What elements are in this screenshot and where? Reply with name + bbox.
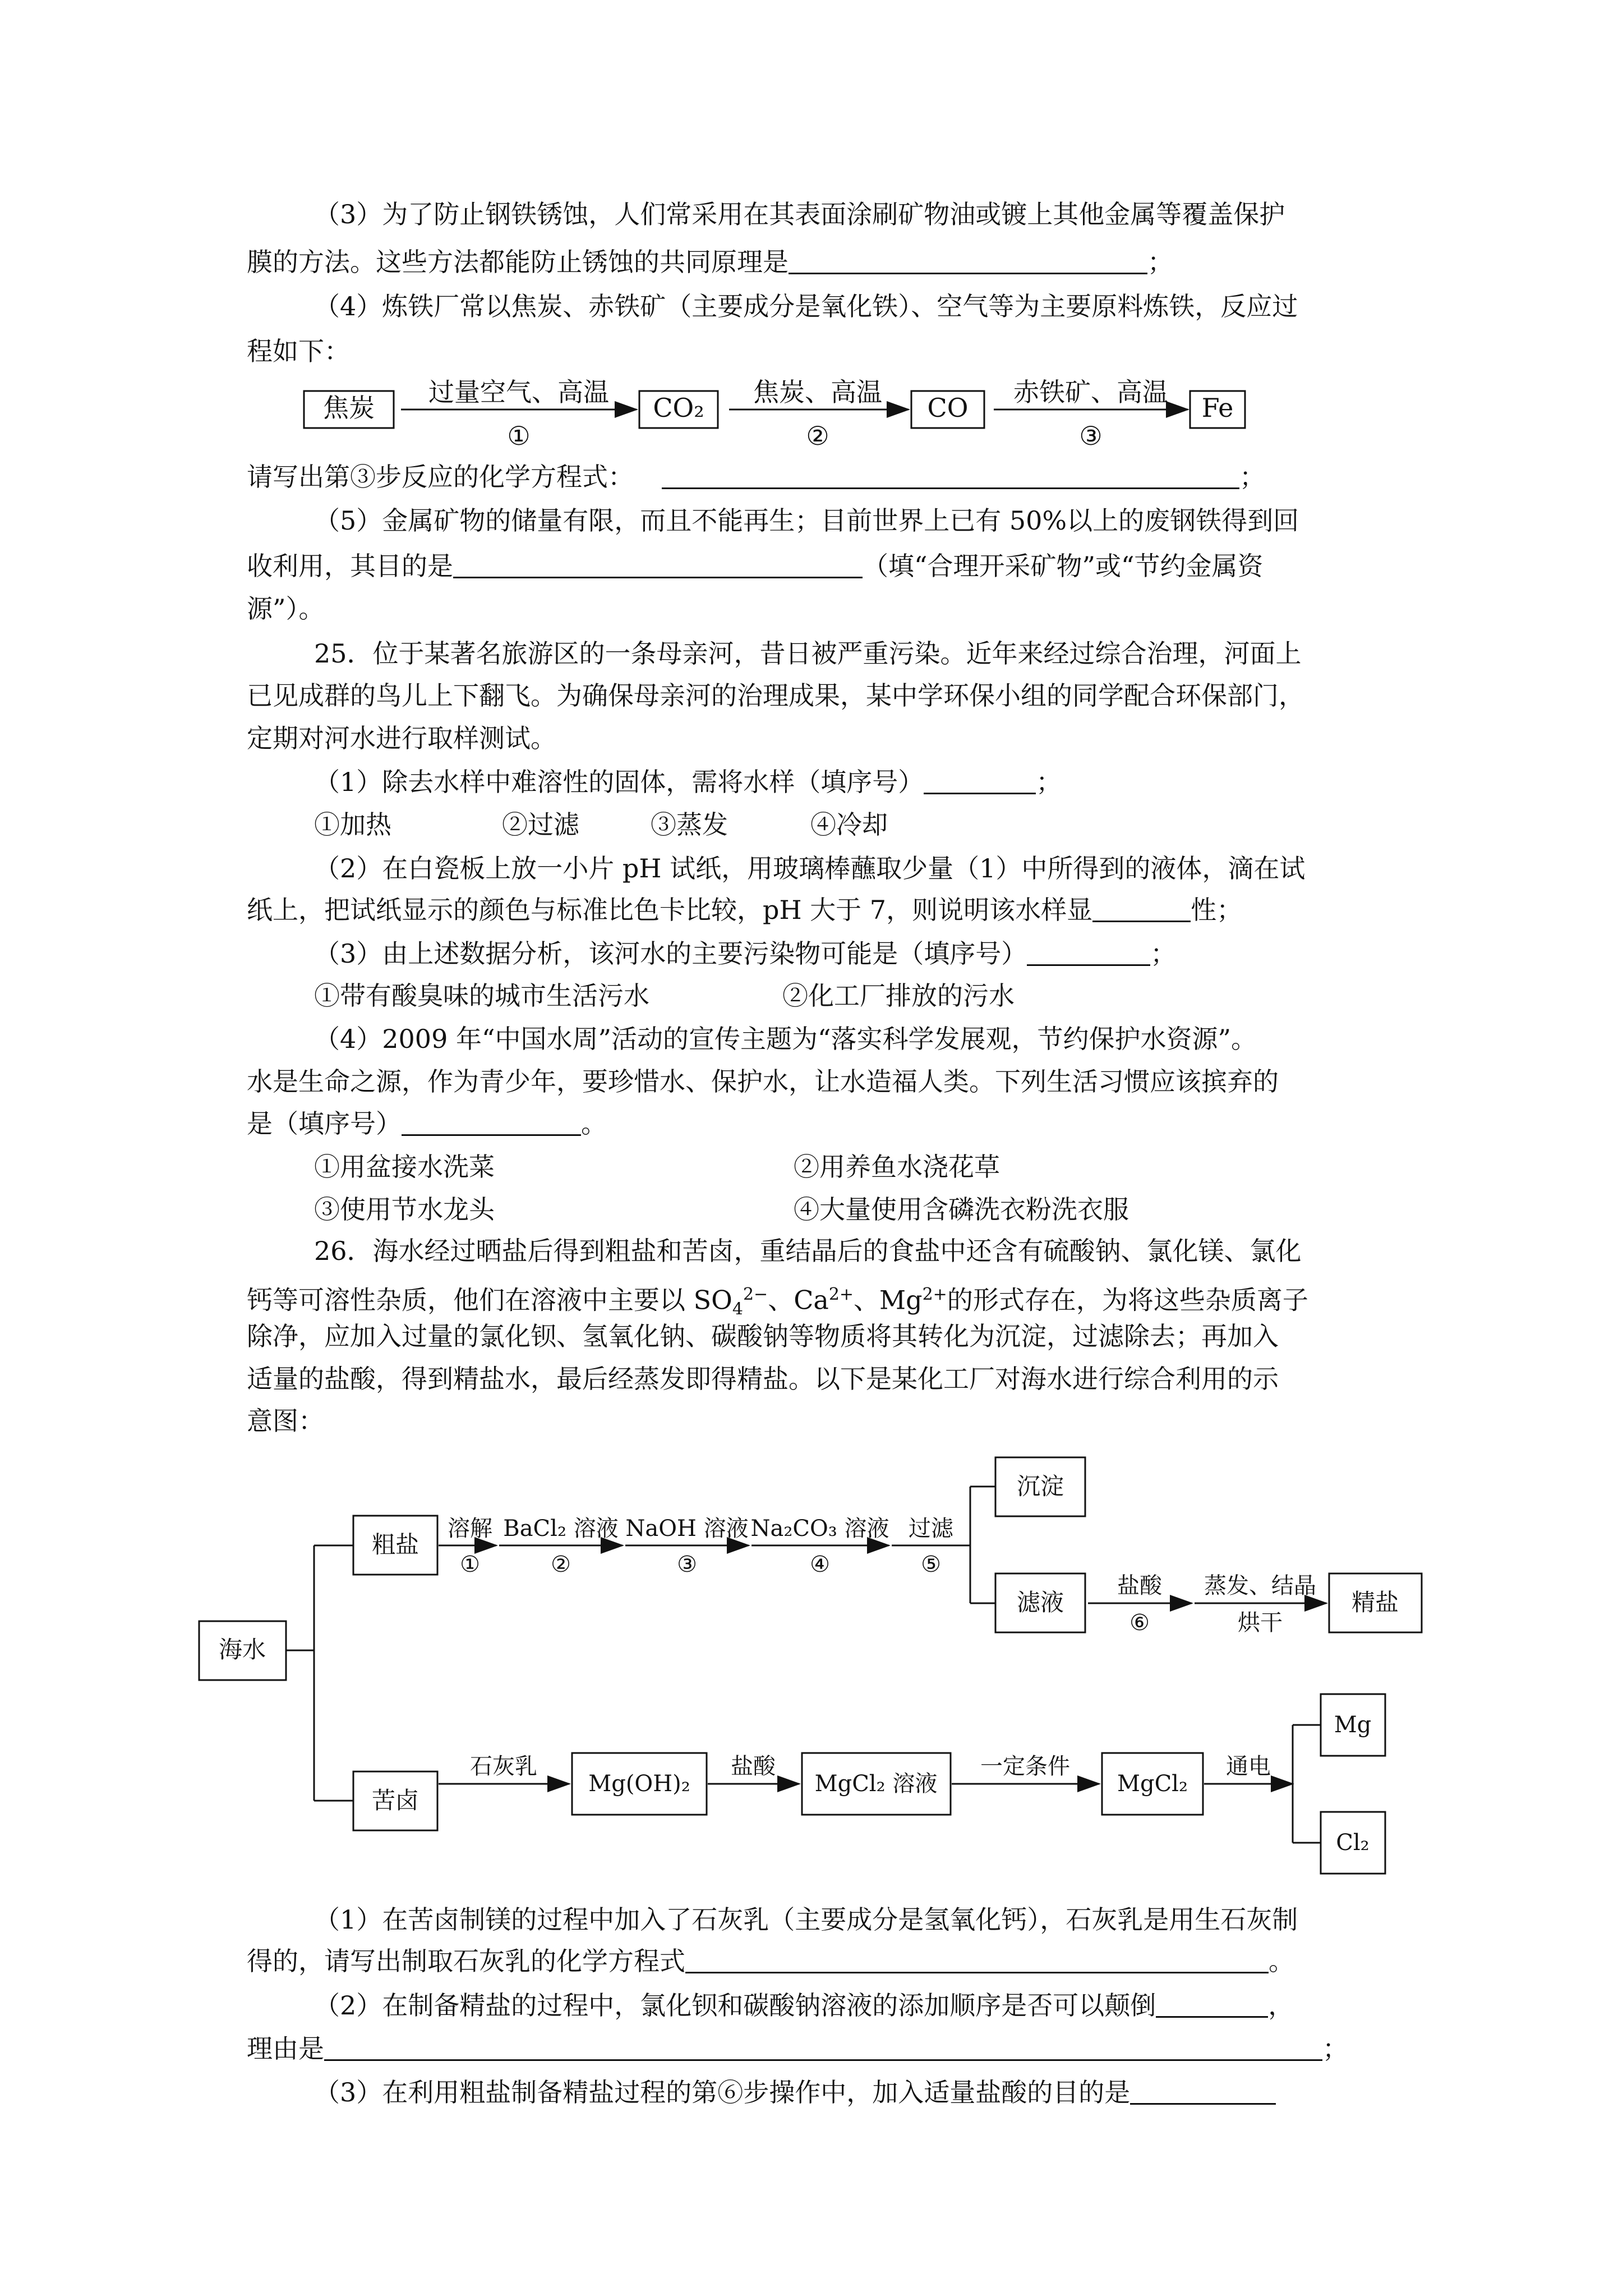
condition-label: 一定条件 bbox=[980, 1754, 1070, 1779]
precipitate-label: 沉淀 bbox=[1016, 1473, 1064, 1500]
q25-p3: （3）由上述数据分析，该河水的主要污染物可能是（填序号） ； bbox=[314, 938, 1177, 969]
hcl-label: 盐酸 bbox=[731, 1754, 776, 1779]
q25-intro-line1: 25．位于某著名旅游区的一条母亲河，昔日被严重污染。近年来经过综合治理，河面上 bbox=[314, 638, 1302, 669]
cl2-label: Cl₂ bbox=[1336, 1830, 1370, 1856]
q24-p4-line3: 请写出第③步反应的化学方程式： ； bbox=[247, 462, 1265, 492]
ironmaking-flow-diagram bbox=[303, 373, 1256, 457]
q25-p4-option3: ③使用节水龙头 bbox=[314, 1194, 495, 1225]
q26-p1-line2: 得的，请写出制取石灰乳的化学方程式 。 bbox=[247, 1946, 1294, 1976]
q26-intro-line4: 适量的盐酸，得到精盐水，最后经蒸发即得精盐。以下是某化工厂对海水进行综合利用的示 bbox=[247, 1364, 1279, 1394]
q24-p4-line1: （4）炼铁厂常以焦炭、赤铁矿（主要成分是氧化铁）、空气等为主要原料炼铁，反应过 bbox=[314, 291, 1298, 321]
answer-blank[interactable] bbox=[789, 247, 1147, 274]
step2-label: BaCl₂ 溶液 bbox=[503, 1516, 619, 1542]
answer-blank[interactable] bbox=[453, 551, 863, 578]
step3-label: NaOH 溶液 bbox=[625, 1516, 749, 1542]
step7-label: 蒸发、结晶 bbox=[1204, 1573, 1316, 1599]
step1-label: 溶解 bbox=[448, 1516, 492, 1542]
step5-number: ⑤ bbox=[921, 1552, 941, 1577]
answer-blank[interactable] bbox=[924, 767, 1036, 794]
mgcl2-label: MgCl₂ bbox=[1117, 1771, 1188, 1797]
q25-p1-option4: ④冷却 bbox=[810, 809, 888, 840]
q26-p2-line1: （2）在制备精盐的过程中，氯化钡和碳酸钠溶液的添加顺序是否可以颠倒 ， bbox=[314, 1990, 1294, 2021]
coke-label: 焦炭 bbox=[323, 393, 375, 423]
co-label: CO bbox=[927, 393, 969, 423]
q25-p4-line2: 水是生命之源，作为青少年，要珍惜水、保护水，让水造福人类。下列生活习惯应该摈弃的 bbox=[247, 1066, 1279, 1097]
arrow1-condition: 过量空气、高温 bbox=[428, 377, 609, 407]
q25-p4-option1: ①用盆接水洗菜 bbox=[314, 1152, 495, 1182]
q25-p3-option1: ①带有酸臭味的城市生活污水 bbox=[314, 981, 649, 1011]
q25-p1-option2: ②过滤 bbox=[502, 809, 579, 840]
q25-intro-line2: 已见成群的鸟儿上下翻飞。为确保母亲河的治理成果，某中学环保小组的同学配合环保部门， bbox=[247, 680, 1304, 711]
q25-p4-line1: （4）2009 年“中国水周”活动的宣传主题为“落实科学发展观，节约保护水资源”。 bbox=[314, 1024, 1257, 1054]
q24-p3-line2: 膜的方法。这些方法都能防止锈蚀的共同原理是 ； bbox=[247, 247, 1173, 277]
crude-salt-label: 粗盐 bbox=[371, 1531, 419, 1558]
step4-label: Na₂CO₃ 溶液 bbox=[750, 1516, 889, 1542]
q26-intro-line1: 26．海水经过晒盐后得到粗盐和苦卤，重结晶后的食盐中还含有硫酸钠、氯化镁、氯化 bbox=[314, 1236, 1302, 1266]
step2-number: ② bbox=[551, 1552, 571, 1577]
q26-p3: （3）在利用粗盐制备精盐过程的第⑥步操作中，加入适量盐酸的目的是 bbox=[314, 2076, 1276, 2109]
answer-blank[interactable] bbox=[1130, 2077, 1276, 2105]
q26-intro-line5: 意图： bbox=[247, 1406, 324, 1436]
step3-number: ③ bbox=[677, 1552, 697, 1577]
seawater-utilization-diagram bbox=[196, 1453, 1453, 1879]
q25-p2-line1: （2）在白瓷板上放一小片 pH 试纸，用玻璃棒蘸取少量（1）中所得到的液体，滴在试 bbox=[314, 853, 1306, 884]
answer-blank[interactable] bbox=[685, 1946, 1269, 1973]
q24-p3-line1: （3）为了防止钢铁锈蚀，人们常采用在其表面涂刷矿物油或镀上其他金属等覆盖保护 bbox=[314, 199, 1285, 229]
q25-p1-option1: ①加热 bbox=[314, 809, 391, 840]
q24-p5-line1: （5）金属矿物的储量有限，而且不能再生；目前世界上已有 50%以上的废钢铁得到回 bbox=[314, 505, 1299, 536]
arrow2-condition: 焦炭、高温 bbox=[753, 377, 882, 407]
answer-blank[interactable] bbox=[662, 462, 1239, 489]
answer-blank[interactable] bbox=[402, 1108, 581, 1136]
step7-sublabel: 烘干 bbox=[1238, 1610, 1283, 1636]
seawater-label: 海水 bbox=[218, 1636, 266, 1663]
q25-p1-option3: ③蒸发 bbox=[651, 809, 728, 840]
mg-label: Mg bbox=[1334, 1712, 1372, 1738]
bittern-label: 苦卤 bbox=[371, 1787, 419, 1814]
lime-label: 石灰乳 bbox=[470, 1754, 537, 1779]
q24-p5-line2: 收利用，其目的是 （填“合理开采矿物”或“节约金属资 bbox=[247, 551, 1264, 581]
co2-label: CO₂ bbox=[653, 393, 704, 423]
step5-label: 过滤 bbox=[909, 1516, 953, 1542]
step4-number: ④ bbox=[810, 1552, 830, 1577]
step1-number: ① bbox=[460, 1552, 480, 1577]
q25-p4-option2: ②用养鱼水浇花草 bbox=[794, 1152, 1000, 1182]
q26-p2-line2: 理由是 ； bbox=[247, 2033, 1348, 2064]
answer-blank[interactable] bbox=[324, 2033, 1322, 2061]
fine-salt-label: 精盐 bbox=[1351, 1589, 1399, 1616]
q25-p2-line2: 纸上，把试纸显示的颜色与标准比色卡比较，pH 大于 7，则说明该水样显 性； bbox=[247, 895, 1243, 925]
q25-p1: （1）除去水样中难溶性的固体，需将水样（填序号） ； bbox=[314, 767, 1062, 797]
electrolysis-label: 通电 bbox=[1226, 1754, 1271, 1779]
filtrate-label: 滤液 bbox=[1016, 1589, 1064, 1616]
q26-intro-line2: 钙等可溶性杂质，他们在溶液中主要以 $SO_4^{2-}$、$Ca^{2+}$、$Mg^{2+}$的形式存在，为将这些杂质离子 bbox=[247, 1285, 1308, 1319]
arrow3-step: ③ bbox=[1079, 421, 1103, 451]
answer-blank[interactable] bbox=[1092, 895, 1191, 922]
q24-p5-line3: 源”）。 bbox=[247, 593, 325, 624]
arrow1-step: ① bbox=[507, 421, 531, 451]
q25-p3-option2: ②化工厂排放的污水 bbox=[782, 981, 1015, 1011]
answer-blank[interactable] bbox=[1027, 938, 1150, 966]
fe-label: Fe bbox=[1201, 393, 1234, 423]
q26-p1-line1: （1）在苦卤制镁的过程中加入了石灰乳（主要成分是氢氧化钙），石灰乳是用生石灰制 bbox=[314, 1904, 1298, 1935]
q25-intro-line3: 定期对河水进行取样测试。 bbox=[247, 723, 556, 753]
arrow2-step: ② bbox=[806, 421, 829, 451]
answer-blank[interactable] bbox=[1156, 1990, 1268, 2018]
step6-label: 盐酸 bbox=[1117, 1573, 1162, 1599]
q25-p4-option4: ④大量使用含磷洗衣粉洗衣服 bbox=[794, 1194, 1129, 1225]
mgcl2-solution-label: MgCl₂ 溶液 bbox=[814, 1771, 938, 1797]
q25-p4-line3: 是（填序号） 。 bbox=[247, 1108, 607, 1139]
q26-intro-line3: 除净，应加入过量的氯化钡、氢氧化钠、碳酸钠等物质将其转化为沉淀，过滤除去；再加入 bbox=[247, 1321, 1279, 1351]
mgoh2-label: Mg(OH)₂ bbox=[588, 1771, 690, 1797]
step6-number: ⑥ bbox=[1129, 1610, 1150, 1636]
arrow3-condition: 赤铁矿、高温 bbox=[1013, 377, 1168, 407]
q24-p4-line2: 程如下： bbox=[247, 336, 350, 366]
